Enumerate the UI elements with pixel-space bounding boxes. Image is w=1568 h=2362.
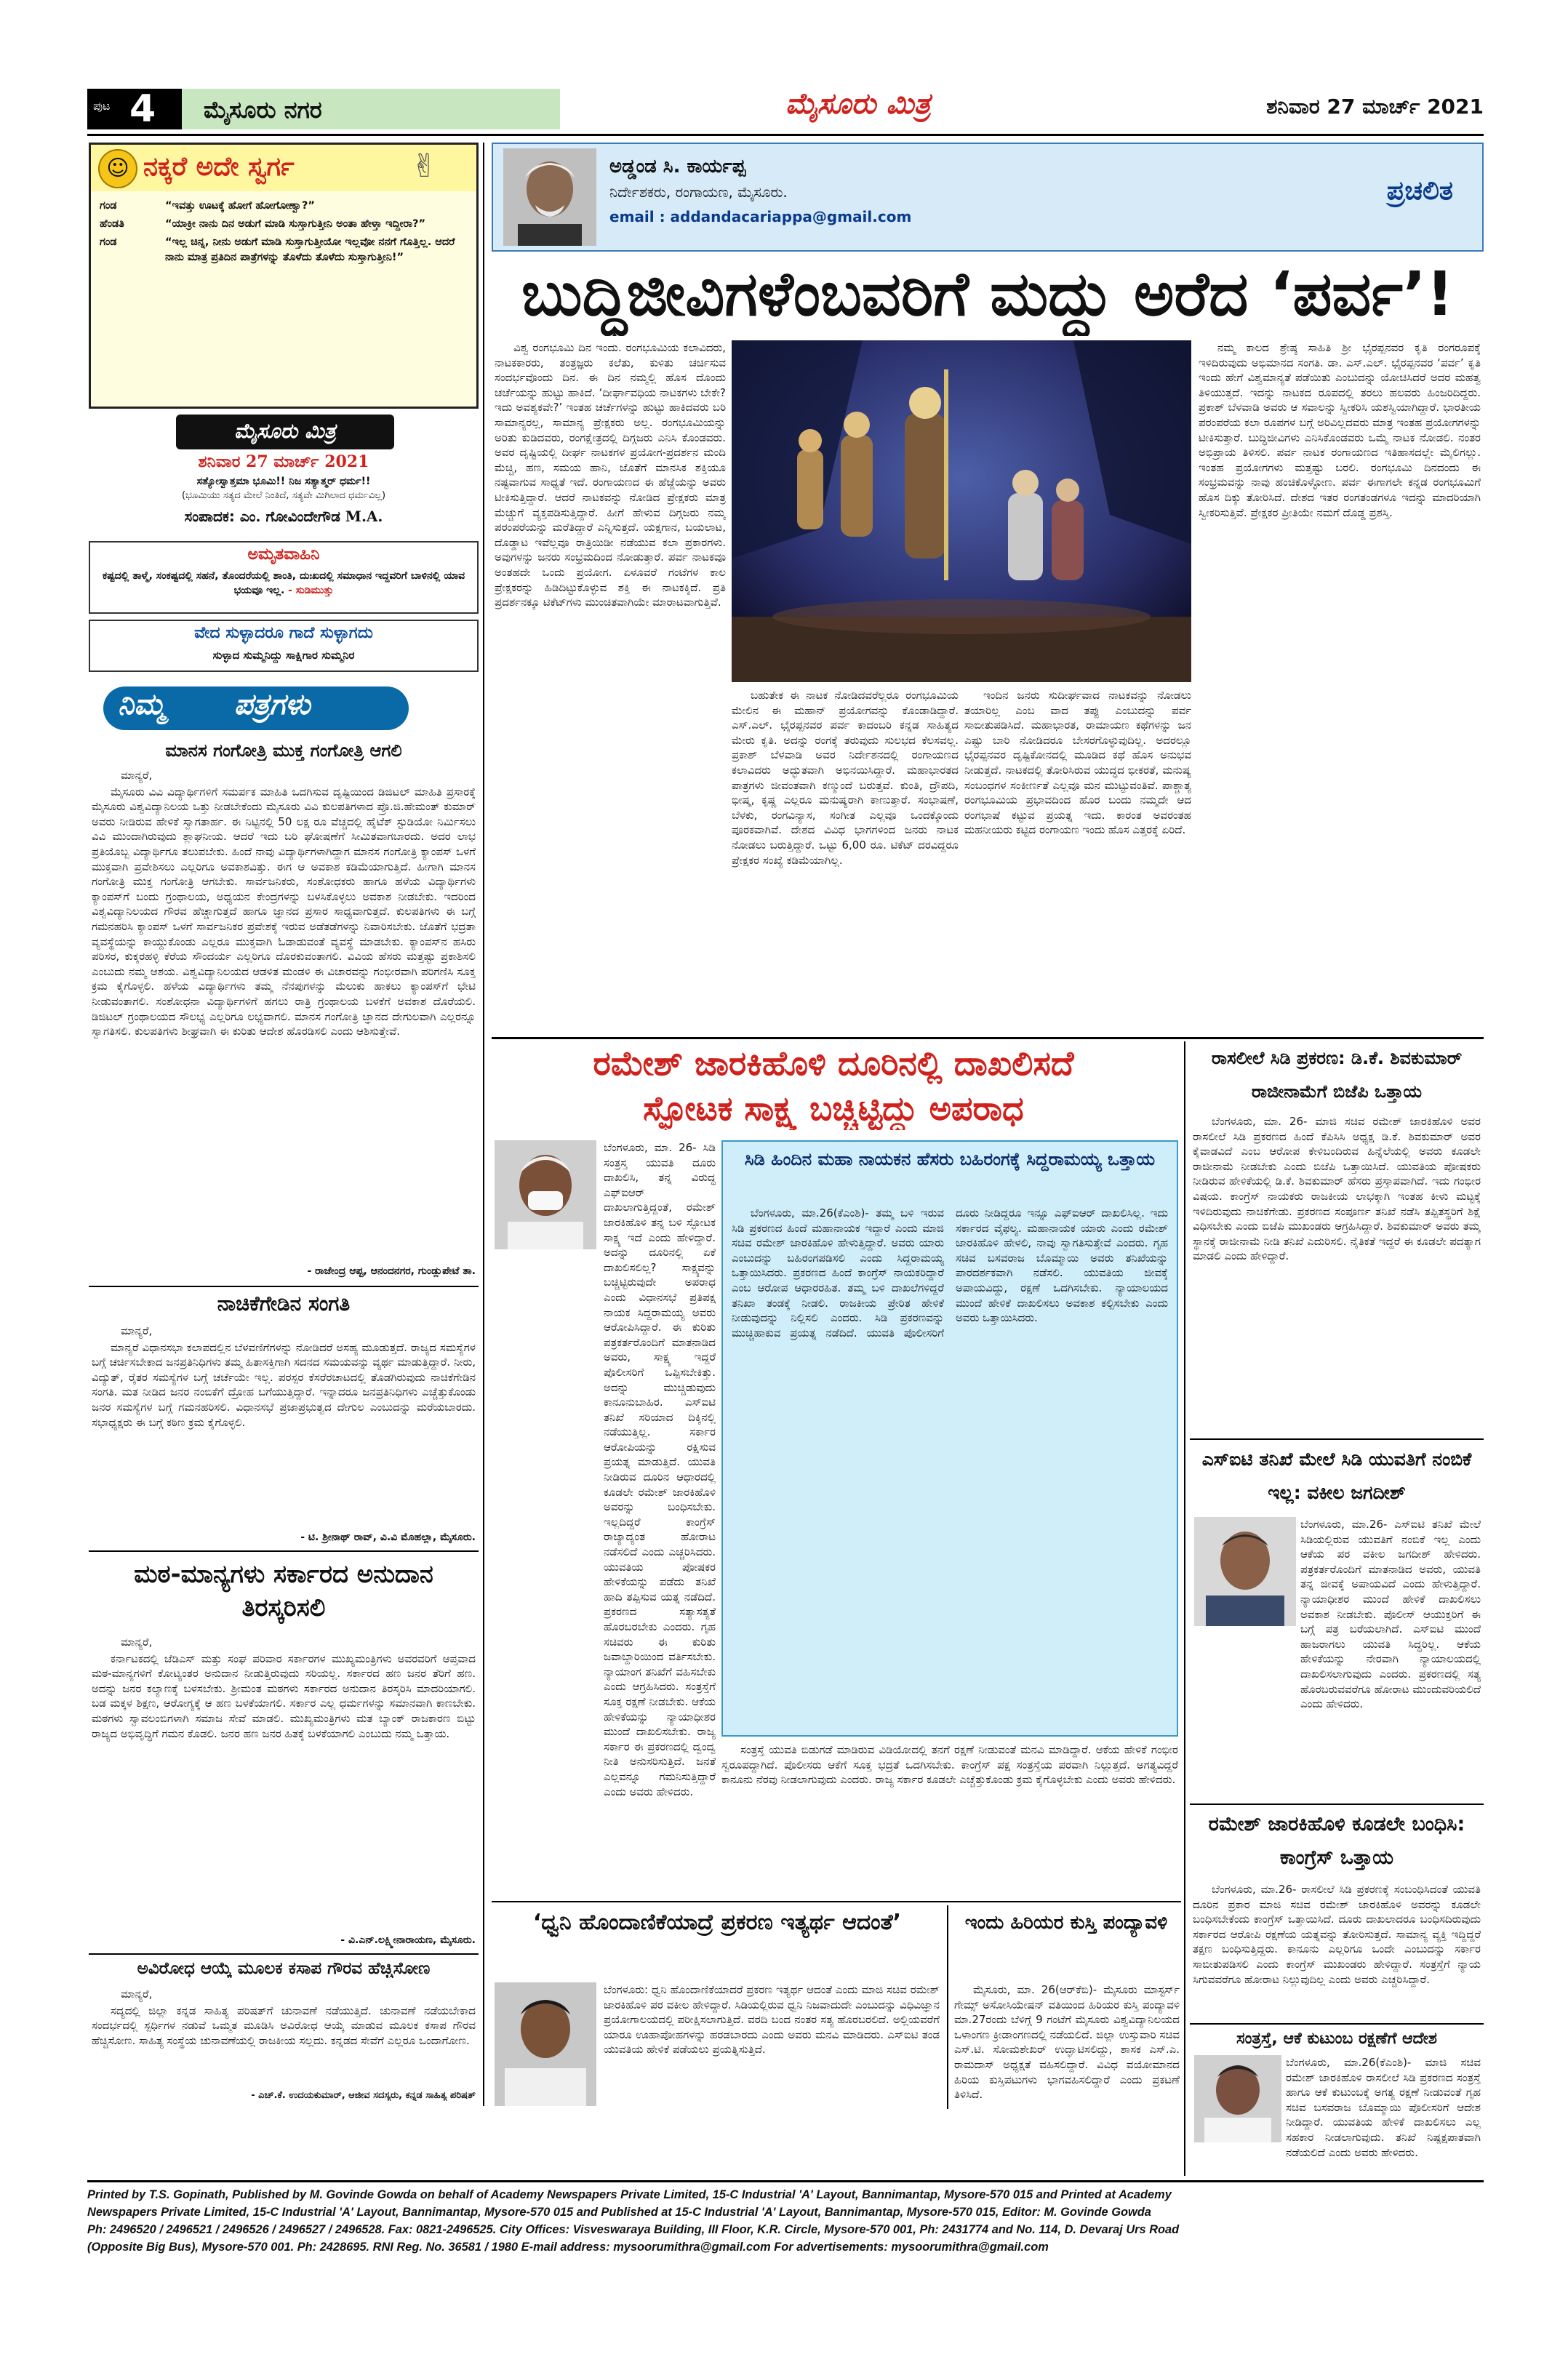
right-b1: ಬೆಂಗಳೂರು, ಮಾ. 26- ಮಾಜಿ ಸಚಿವ ರಮೇಶ್ ಜಾರಕಿಹೊಳಿ ಅವರ ರಾಸಲೀಲೆ ಸಿಡಿ ಪ್ರಕರಣದ ಹಿಂದೆ ಕೆಪಿಸಿಸಿ ಅಧ್ಯಕ್ಷ ಡಿ.ಕೆ. ಶಿವಕುಮಾರ್ ಅವರ ಕೈವಾಡವಿದೆ ಎಂಬ ಆರೋಪ ಕೇಳಿಬಂದಿರುವ ಹಿನ್ನೆಲೆಯಲ್ಲಿ ಅವರು ಕೂಡಲೇ ರಾಜೀನಾಮೆ ನೀಡಬೇಕು ಎಂದು ಬಿಜೆಪಿ ಒತ್ತಾಯಿಸಿದೆ. ಯುವತಿಯ ಪೋಷಕರು ನೀಡಿರುವ ಹೇಳಿಕೆಯಲ್ಲಿ ಡಿ.ಕೆ. ಶಿವಕುಮಾರ್ ಹೆಸರು ಪ್ರಸ್ತಾಪವಾಗಿದೆ. ಇದು ಗಂಭೀರ ವಿಷಯ. ಕಾಂಗ್ರೆಸ್ ನಾಯಕರು ರಾಜಕೀಯ ಲಾಭಕ್ಕಾಗಿ ಇಂತಹ ಕೀಳು ಮಟ್ಟಕ್ಕೆ ಇಳಿದಿರುವುದು ನಾಚಿಕೆಗೇಡು. ಪ್ರಕರಣದ ಸಂಪೂರ್ಣ ತನಿಖೆ ನಡೆಸಿ ತಪ್ಪಿತಸ್ಥರಿಗೆ ಶಿಕ್ಷೆ ವಿಧಿಸಬೇಕು ಎಂದು ಬಿಜೆಪಿ ಮುಖಂಡರು ಆಗ್ರಹಿಸಿದ್ದಾರೆ. ಶಿವಕುಮಾರ್ ಅವರು ತಮ್ಮ ಸ್ಥಾನಕ್ಕೆ ರಾಜೀನಾಮೆ ನೀಡಿ ತನಿಖೆ ಎದುರಿಸಲಿ. ನೈತಿಕತೆ ಇದ್ದರೆ ಈ ಕೂಡಲೇ ಪದತ್ಯಾಗ ಮಾಡಲಿ ಎಂದು ಹೇಳಿದ್ದಾರೆ. xyxy=(1193,1115,1481,1263)
imprint-line-3: Ph: 2496520 / 2496521 / 2496526 / 2496527 / 2496528. Fax: 0821-2496525. City Offices: Visveswaraya Building, III Floor, K.R. Circle, Mysore-570 001, Ph: 2431774 and No. 114, D. Devaraj Urs Road xyxy=(87,2223,1180,2236)
letter-1-title: ಮಾನಸ ಗಂಗೋತ್ರಿ ಮುಕ್ತ ಗಂಗೋತ್ರಿ ಆಗಲಿ xyxy=(165,740,402,761)
author-portrait-icon xyxy=(503,148,596,246)
humor-title: ನಕ್ಕರೆ ಅದೇ ಸ್ವರ್ಗ xyxy=(143,152,295,182)
lead-col-2: ಬಹುತೇಕ ಈ ನಾಟಕ ನೋಡಿದವರೆಲ್ಲರೂ ರಂಗಭೂಮಿಯ ಮೇಲಿನ ಈ ಮಹಾನ್ ಪ್ರಯೋಗವನ್ನು ಕೊಂಡಾಡಿದ್ದಾರೆ. ಎಸ್.ಎಲ್. ಭೈರಪ್ಪನವರ ಪರ್ವ ಕಾದಂಬರಿ ಕನ್ನಡ ಸಾಹಿತ್ಯದ ಮೇರು ಕೃತಿ. ಅದನ್ನು ರಂಗಕ್ಕೆ ತರುವುದು ಸುಲಭದ ಕೆಲಸವಲ್ಲ. ಪ್ರಕಾಶ್ ಬೆಳವಾಡಿ ಅವರ ನಿರ್ದೇಶನದಲ್ಲಿ ರಂಗಾಯಣದ ಕಲಾವಿದರು ಅದ್ಭುತವಾಗಿ ಅಭಿನಯಿಸಿದ್ದಾರೆ. ಮಹಾಭಾರತದ ಪಾತ್ರಗಳು ಜೀವಂತವಾಗಿ ಕಣ್ಮುಂದೆ ಬರುತ್ತವೆ. ಕುಂತಿ, ದ್ರೌಪದಿ, ಭೀಷ್ಮ, ಕೃಷ್ಣ ಎಲ್ಲರೂ ಮನುಷ್ಯರಾಗಿ ಕಾಣುತ್ತಾರೆ. ಸಂಭಾಷಣೆ, ಬೆಳಕು, ರಂಗವಿನ್ಯಾಸ, ಸಂಗೀತ ಎಲ್ಲವೂ ಒಂದಕ್ಕೊಂದು ಪೂರಕವಾಗಿವೆ. ದೇಶದ ವಿವಿಧ ಭಾಗಗಳಿಂದ ಜನರು ನಾಟಕ ನೋಡಲು ಬರುತ್ತಿದ್ದಾರೆ. ಒಟ್ಟು 6,00 ರೂ. ಟಿಕೆಟ್ ದರವಿದ್ದರೂ ಪ್ರೇಕ್ಷಕರ ಸಂಖ್ಯೆ ಕಡಿಮೆಯಾಗಿಲ್ಲ. xyxy=(732,689,959,867)
letter-2-sign: - ಟಿ. ಶ್ರೀನಾಥ್ ರಾವ್, ವಿ.ವಿ ಮೊಹಲ್ಲಾ, ಮೈಸೂರು. xyxy=(300,1532,476,1543)
figure-icon: ✌ xyxy=(411,148,438,185)
humor-line: ಹೆಂಡತಿ “ಯಾಕ್ರೀ ನಾನು ದಿನ ಅಡುಗೆ ಮಾಡಿ ಸುಸ್ತಾಗುತ್ತೀನಿ ಅಂತಾ ಹೇಳ್ತಾ ಇದ್ದೀರಾ?” xyxy=(100,218,426,230)
mitra-tagline-2: (ಭೂಮಿಯು ಸತ್ಯದ ಮೇಲೆ ನಿಂತಿದೆ, ಸತ್ಯವೇ ಮಿಗಿಲಾದ ಧರ್ಮವಿಲ್ಲ) xyxy=(181,490,386,501)
bottom-h5: ‘ಧ್ವನಿ ಹೊಂದಾಣಿಕೆಯಾದ್ರೆ ಪ್ರಕರಣ ಇತ್ಯರ್ಥ ಆದಂತೆ’ xyxy=(532,1910,902,1935)
letter-3-sign: - ವಿ.ಎನ್.ಲಕ್ಷ್ಮೀನಾರಾಯಣ, ಮೈಸೂರು. xyxy=(340,1934,476,1946)
author-role: ನಿರ್ದೇಶಕರು, ರಂಗಾಯಣ, ಮೈಸೂರು. xyxy=(609,183,788,201)
letter-2-body: ಮಾನ್ಯರೆ, ಮಾನ್ಯರೆ ವಿಧಾನಸಭಾ ಕಲಾಪದಲ್ಲಿನ ಬೆಳವಣಿಗೆಗಳನ್ನು ನೋಡಿದರೆ ಅಸಹ್ಯ ಮೂಡುತ್ತದೆ. ರಾಜ್ಯದ ಸಮಸ್ಯೆಗಳ ಬಗ್ಗೆ ಚರ್ಚಿಸಬೇಕಾದ ಜನಪ್ರತಿನಿಧಿಗಳು ತಮ್ಮ ಹಿತಾಸಕ್ತಿಗಾಗಿ ಸದನದ ಸಮಯವನ್ನು ವ್ಯರ್ಥ ಮಾಡುತ್ತಿದ್ದಾರೆ. ನೀರು, ವಿದ್ಯುತ್, ರೈತರ ಸಮಸ್ಯೆಗಳ ಬಗ್ಗೆ ಚರ್ಚೆಯೇ ಇಲ್ಲ. ಪರಸ್ಪರ ಕೆಸರೆರಚಾಟದಲ್ಲಿ ತೊಡಗಿರುವುದು ನಾಚಿಕೆಗೇಡಿನ ಸಂಗತಿ. ಮತ ನೀಡಿದ ಜನರ ನಂಬಿಕೆಗೆ ದ್ರೋಹ ಬಗೆಯುತ್ತಿದ್ದಾರೆ. ಇನ್ನಾದರೂ ಜನಪ್ರತಿನಿಧಿಗಳು ಎಚ್ಚೆತ್ತುಕೊಂಡು ಜನರ ಸಮಸ್ಯೆಗಳ ಬಗ್ಗೆ ಗಮನಹರಿಸಲಿ. ವಿಧಾನಸಭೆ ಪ್ರಜಾಪ್ರಭುತ್ವದ ದೇಗುಲ ಎಂಬುದನ್ನು ಮರೆಯಬಾರದು. ಸಭಾಧ್ಯಕ್ಷರು ಈ ಬಗ್ಗೆ ಕಠಿಣ ಕ್ರಮ ಕೈಗೊಳ್ಳಲಿ. xyxy=(92,1324,476,1429)
mitra-editor: ಸಂಪಾದಕ: ಎಂ. ಗೋವಿಂದೇಗೌಡ M.A. xyxy=(184,508,383,525)
author-name: ಅಡ್ಡಂಡ ಸಿ. ಕಾರ್ಯಪ್ಪ xyxy=(609,156,746,177)
page-number: 4 xyxy=(129,89,156,129)
bottom-b5: ಬೆಂಗಳೂರು: ಧ್ವನಿ ಹೊಂದಾಣಿಕೆಯಾದರೆ ಪ್ರಕರಣ ಇತ್ಯರ್ಥ ಆದಂತೆ ಎಂದು ಮಾಜಿ ಸಚಿವ ರಮೇಶ್ ಜಾರಕಿಹೊಳಿ ಪರ ವಕೀಲ ಹೇಳಿದ್ದಾರೆ. ಸಿಡಿಯಲ್ಲಿರುವ ಧ್ವನಿ ನಿಜವಾದುದೇ ಎಂಬುದನ್ನು ವಿಧಿವಿಜ್ಞಾನ ಪ್ರಯೋಗಾಲಯದಲ್ಲಿ ಪರೀಕ್ಷಿಸಲಾಗುತ್ತಿದೆ. ವರದಿ ಬಂದ ನಂತರ ಸತ್ಯ ಹೊರಬರಲಿದೆ. ಅಲ್ಲಿಯವರೆಗೆ ಯಾರೂ ಊಹಾಪೋಹಗಳನ್ನು ಹರಡಬಾರದು ಎಂದು ಅವರು ಮನವಿ ಮಾಡಿದರು. ಎಸ್‌ಐಟಿ ತಂಡ ಯುವತಿಯ ಹೇಳಿಕೆ ಪಡೆಯಲು ಪ್ರಯತ್ನಿಸುತ್ತಿದೆ. xyxy=(604,1983,940,2057)
story2-col-right: ಸಂತ್ರಸ್ತೆ ಯುವತಿ ಬಿಡುಗಡೆ ಮಾಡಿರುವ ವಿಡಿಯೋದಲ್ಲಿ ತನಗೆ ರಕ್ಷಣೆ ನೀಡುವಂತೆ ಮನವಿ ಮಾಡಿದ್ದಾರೆ. ಆಕೆಯ ಹೇಳಿಕೆ ಗಂಭೀರ ಸ್ವರೂಪದ್ದಾಗಿದೆ. ಪೊಲೀಸರು ಆಕೆಗೆ ಸೂಕ್ತ ಭದ್ರತೆ ಒದಗಿಸಬೇಕು. ಕಾಂಗ್ರೆಸ್ ಪಕ್ಷ ಸಂತ್ರಸ್ತೆಯ ಪರವಾಗಿ ನಿಲ್ಲುತ್ತದೆ. ಅಗತ್ಯವಿದ್ದರೆ ಕಾನೂನು ನೆರವು ನೀಡಲಾಗುವುದು ಎಂದರು. ರಾಜ್ಯ ಸರ್ಕಾರ ಕೂಡಲೇ ಎಚ್ಚೆತ್ತುಕೊಂಡು ಕ್ರಮ ಕೈಗೊಳ್ಳಬೇಕು ಎಂದು ಅವರು ಹೇಳಿದರು. xyxy=(721,1743,1178,1787)
right-h4: ಸಂತ್ರಸ್ತೆ, ಆಕೆ ಕುಟುಂಬ ರಕ್ಷಣೆಗೆ ಆದೇಶ xyxy=(1236,2030,1437,2048)
letter-4-title: ಅವಿರೋಧ ಆಯ್ಕೆ ಮೂಲಕ ಕಸಾಪ ಗೌರವ ಹೆಚ್ಚಿಸೋಣ xyxy=(137,1959,431,1978)
sidebox-body: ಬೆಂಗಳೂರು, ಮಾ.26(ಕೆಎಂಶಿ)- ತಮ್ಮ ಬಳಿ ಇರುವ ಸಿಡಿ ಪ್ರಕರಣದ ಹಿಂದೆ ಮಹಾನಾಯಕ ಇದ್ದಾರೆ ಎಂದು ಮಾಜಿ ಸಚಿವ ರಮೇಶ್ ಜಾರಕಿಹೊಳಿ ಹೇಳುತ್ತಿದ್ದಾರೆ. ಅವರು ಯಾರು ಎಂಬುದನ್ನು ಬಹಿರಂಗಪಡಿಸಲಿ ಎಂದು ಸಿದ್ದರಾಮಯ್ಯ ಒತ್ತಾಯಿಸಿದರು. ಪ್ರಕರಣದ ಹಿಂದೆ ಕಾಂಗ್ರೆಸ್ ನಾಯಕರಿದ್ದಾರೆ ಎಂಬ ಆರೋಪ ಆಧಾರರಹಿತ. ತಮ್ಮ ಬಳಿ ದಾಖಲೆಗಳಿದ್ದರೆ ತನಿಖಾ ತಂಡಕ್ಕೆ ನೀಡಲಿ. ರಾಜಕೀಯ ಪ್ರೇರಿತ ಹೇಳಿಕೆ ನೀಡುವುದನ್ನು ನಿಲ್ಲಿಸಲಿ ಎಂದರು. ಸಿಡಿ ಪ್ರಕರಣವನ್ನು ಮುಚ್ಚಿಹಾಕುವ ಪ್ರಯತ್ನ ನಡೆದಿದೆ. ಯುವತಿ ಪೊಲೀಸರಿಗೆ ದೂರು ನೀಡಿದ್ದರೂ ಇನ್ನೂ ಎಫ್‌ಐಆರ್ ದಾಖಲಿಸಿಲ್ಲ. ಇದು ಸರ್ಕಾರದ ವೈಫಲ್ಯ. ಮಹಾನಾಯಕ ಯಾರು ಎಂದು ರಮೇಶ್ ಜಾರಕಿಹೊಳಿ ಹೇಳಲಿ, ನಾವು ಸ್ವಾಗತಿಸುತ್ತೇವೆ ಎಂದರು. ಗೃಹ ಸಚಿವ ಬಸವರಾಜ ಬೊಮ್ಮಾಯಿ ಅವರು ತನಿಖೆಯನ್ನು ಪಾರದರ್ಶಕವಾಗಿ ನಡೆಸಲಿ. ಯುವತಿಯ ಜೀವಕ್ಕೆ ಅಪಾಯವಿದ್ದು, ರಕ್ಷಣೆ ಒದಗಿಸಬೇಕು. ನ್ಯಾಯಾಲಯದ ಮುಂದೆ ಹೇಳಿಕೆ ದಾಖಲಿಸಲು ಅವಕಾಶ ಕಲ್ಪಿಸಬೇಕು ಎಂದು ಅವರು ಒತ್ತಾಯಿಸಿದರು. xyxy=(732,1206,1168,1340)
masthead xyxy=(87,86,1484,132)
right-b3: ಬೆಂಗಳೂರು, ಮಾ.26- ರಾಸಲೀಲೆ ಸಿಡಿ ಪ್ರಕರಣಕ್ಕೆ ಸಂಬಂಧಿಸಿದಂತೆ ಯುವತಿ ದೂರಿನ ಪ್ರಕಾರ ಮಾಜಿ ಸಚಿವ ರಮೇಶ್ ಜಾರಕಿಹೊಳಿ ಅವರನ್ನು ಕೂಡಲೇ ಬಂಧಿಸಬೇಕೆಂದು ಕಾಂಗ್ರೆಸ್ ಒತ್ತಾಯಿಸಿದೆ. ದೂರು ದಾಖಲಾದರೂ ಬಂಧಿಸದಿರುವುದು ಸರ್ಕಾರದ ಆರೋಪಿ ರಕ್ಷಣೆಯ ಯತ್ನವನ್ನು ತೋರಿಸುತ್ತದೆ. ಸಾಮಾನ್ಯ ವ್ಯಕ್ತಿ ಇದ್ದಿದ್ದರೆ ತಕ್ಷಣ ಬಂಧಿಸುತ್ತಿದ್ದರು. ಕಾನೂನು ಎಲ್ಲರಿಗೂ ಒಂದೇ ಎಂಬುದನ್ನು ಸರ್ಕಾರ ಸಾಬೀತುಪಡಿಸಲಿ ಎಂದು ಕಾಂಗ್ರೆಸ್ ಮುಖಂಡರು ಹೇಳಿದ್ದಾರೆ. ಸಂತ್ರಸ್ತೆಗೆ ನ್ಯಾಯ ಸಿಗುವವರೆಗೂ ಹೋರಾಟ ನಿಲ್ಲುವುದಿಲ್ಲ ಎಂದು ಅವರು ಎಚ್ಚರಿಸಿದ್ದಾರೆ. xyxy=(1193,1883,1481,1986)
letter-4-body: ಮಾನ್ಯರೆ, ಸದ್ಯದಲ್ಲಿ ಜಿಲ್ಲಾ ಕನ್ನಡ ಸಾಹಿತ್ಯ ಪರಿಷತ್‌ಗೆ ಚುನಾವಣೆ ನಡೆಯುತ್ತಿದೆ. ಚುನಾವಣೆ ನಡೆಯಬೇಕಾದ ಸಂದರ್ಭದಲ್ಲಿ ಸ್ಪರ್ಧಿಗಳ ನಡುವೆ ಒಮ್ಮತ ಮೂಡಿಸಿ ಅವಿರೋಧ ಆಯ್ಕೆ ಮಾಡುವ ಮೂಲಕ ಕಸಾಪ ಗೌರವ ಹೆಚ್ಚಿಸೋಣ. ಸಾಹಿತ್ಯ ಸಂಸ್ಥೆಯ ಚುನಾವಣೆಯಲ್ಲಿ ರಾಜಕೀಯ ಸಲ್ಲದು. ಕನ್ನಡದ ಸೇವೆಗೆ ಎಲ್ಲರೂ ಒಂದಾಗೋಣ. xyxy=(92,1987,476,2047)
story2-headline-2: ಸ್ಫೋಟಕ ಸಾಕ್ಷ್ಯ ಬಚ್ಚಿಟ್ಟಿದ್ದು ಅಪರಾಧ xyxy=(643,1089,1024,1128)
humor-box xyxy=(89,143,479,409)
laugh-icon: ☺ xyxy=(98,149,137,188)
letter-2-title: ನಾಚಿಕೆಗೇಡಿನ ಸಂಗತಿ xyxy=(217,1292,351,1316)
letter-1-sign: - ರಾಜೇಂದ್ರ ಆಪ್ಟ, ಆನಂದನಗರ, ಗುಂಡ್ಲುಪೇಟೆ ತಾ. xyxy=(307,1265,476,1277)
imprint-line-2: Newspapers Private Limited, 15-C Industrial 'A' Layout, Bannimantap, Mysore-570 015 and Published at 15-C Industrial 'A' Layout, Bannimantap, Mysore-570 015, Editor: M. Govinde Gowda xyxy=(87,2206,1151,2219)
column-tag: ಪ್ರಚಲಿತ xyxy=(1386,176,1453,206)
page-label: ಪುಟ xyxy=(93,99,111,113)
section-title: ಮೈಸೂರು ನಗರ xyxy=(204,96,322,124)
mitra-logo-bar xyxy=(176,415,394,449)
amrutha-box xyxy=(89,541,479,614)
amrutha-title: ಅಮೃತವಾಹಿನಿ xyxy=(247,545,320,564)
imprint-rule xyxy=(87,2180,1484,2182)
story2-col-1: ಬೆಂಗಳೂರು, ಮಾ. 26- ಸಿಡಿ ಸಂತ್ರಸ್ತ ಯುವತಿ ದೂರು ದಾಖಲಿಸಿ, ತನ್ನ ವಿರುದ್ಧ ಎಫ್‌ಐಆರ್ ದಾಖಲಾಗುತ್ತಿದ್ದಂತೆ, ರಮೇಶ್ ಜಾರಕಿಹೊಳಿ ತನ್ನ ಬಳಿ ಸ್ಫೋಟಕ ಸಾಕ್ಷ್ಯ ಇದೆ ಎಂದು ಹೇಳಿದ್ದಾರೆ. ಅದನ್ನು ದೂರಿನಲ್ಲಿ ಏಕೆ ದಾಖಲಿಸಲಿಲ್ಲ? ಸಾಕ್ಷ್ಯವನ್ನು ಬಚ್ಚಿಟ್ಟಿರುವುದೇ ಅಪರಾಧ ಎಂದು ವಿಧಾನಸಭೆ ಪ್ರತಿಪಕ್ಷ ನಾಯಕ ಸಿದ್ದರಾಮಯ್ಯ ಅವರು ಆರೋಪಿಸಿದ್ದಾರೆ. ಈ ಕುರಿತು ಪತ್ರಕರ್ತರೊಂದಿಗೆ ಮಾತನಾಡಿದ ಅವರು, ಸಾಕ್ಷ್ಯ ಇದ್ದರೆ ಪೊಲೀಸರಿಗೆ ಒಪ್ಪಿಸಬೇಕಿತ್ತು. ಅದನ್ನು ಮುಚ್ಚಿಡುವುದು ಕಾನೂನುಬಾಹಿರ. ಎಸ್‌ಐಟಿ ತನಿಖೆ ಸರಿಯಾದ ದಿಕ್ಕಿನಲ್ಲಿ ನಡೆಯುತ್ತಿಲ್ಲ. ಸರ್ಕಾರ ಆರೋಪಿಯನ್ನು ರಕ್ಷಿಸುವ ಪ್ರಯತ್ನ ಮಾಡುತ್ತಿದೆ. ಯುವತಿ ನೀಡಿರುವ ದೂರಿನ ಆಧಾರದಲ್ಲಿ ಕೂಡಲೇ ರಮೇಶ್ ಜಾರಕಿಹೊಳಿ ಅವರನ್ನು ಬಂಧಿಸಬೇಕು. ಇಲ್ಲದಿದ್ದರೆ ಕಾಂಗ್ರೆಸ್ ರಾಜ್ಯಾದ್ಯಂತ ಹೋರಾಟ ನಡೆಸಲಿದೆ ಎಂದು ಎಚ್ಚರಿಸಿದರು. ಯುವತಿಯ ಪೋಷಕರ ಹೇಳಿಕೆಯನ್ನು ಪಡೆದು ತನಿಖೆ ಹಾದಿ ತಪ್ಪಿಸುವ ಯತ್ನ ನಡೆದಿದೆ. ಪ್ರಕರಣದ ಸತ್ಯಾಸತ್ಯತೆ ಹೊರಬರಬೇಕು ಎಂದರು. ಗೃಹ ಸಚಿವರು ಈ ಕುರಿತು ಜವಾಬ್ದಾರಿಯಿಂದ ವರ್ತಿಸಬೇಕು. ನ್ಯಾಯಾಂಗ ತನಿಖೆಗೆ ವಹಿಸಬೇಕು ಎಂದು ಆಗ್ರಹಿಸಿದರು. ಸಂತ್ರಸ್ತೆಗೆ ಸೂಕ್ತ ರಕ್ಷಣೆ ನೀಡಬೇಕು. ಆಕೆಯ ಹೇಳಿಕೆಯನ್ನು ನ್ಯಾಯಾಧೀಶರ ಮುಂದೆ ದಾಖಲಿಸಬೇಕು. ರಾಜ್ಯ ಸರ್ಕಾರ ಈ ಪ್ರಕರಣದಲ್ಲಿ ದ್ವಂದ್ವ ನೀತಿ ಅನುಸರಿಸುತ್ತಿದೆ. ಜನತೆ ಎಲ್ಲವನ್ನೂ ಗಮನಿಸುತ್ತಿದ್ದಾರೆ ಎಂದು ಅವರು ಹೇಳಿದರು. xyxy=(604,1141,716,1798)
mitra-box xyxy=(89,412,479,535)
imprint-line-4: (Opposite Big Bus), Mysore-570 001. Ph: 2428695. RNI Reg. No. 36581 / 1980 E-mail address: mysoorumithra@gmail.com For advertisements: mysoorumithra@gmail.com xyxy=(87,2241,1049,2254)
humor-line: ಗಂಡ “ಇವತ್ತು ಊಟಕ್ಕೆ ಹೋಗೆ ಹೋಗೋಣ್ವಾ?” xyxy=(100,200,315,212)
letter-3-title-box xyxy=(89,1556,479,1629)
lead-col-4: ನಮ್ಮ ಕಾಲದ ಶ್ರೇಷ್ಠ ಸಾಹಿತಿ ಶ್ರೀ ಭೈರಪ್ಪನವರ ಕೃತಿ ರಂಗರೂಪಕ್ಕೆ ಇಳಿದಿರುವುದು ಅಭಿಮಾನದ ಸಂಗತಿ. ಡಾ. ಎಸ್.ಎಲ್. ಭೈರಪ್ಪನವರ ‘ಪರ್ವ’ ಕೃತಿ ಇಂದು ಹೇಗೆ ವಿಶ್ವಮಾನ್ಯತೆ ಪಡೆಯಿತು ಎಂಬುದನ್ನು ಯೋಚಿಸಿದರೆ ಅದರ ಮಹತ್ವ ತಿಳಿಯುತ್ತದೆ. ಇದನ್ನು ನಾಟಕದ ರೂಪದಲ್ಲಿ ತರಲು ಹಲವರು ಹಿಂಜರಿದಿದ್ದರು. ಪ್ರಕಾಶ್ ಬೆಳವಾಡಿ ಅವರು ಆ ಸವಾಲನ್ನು ಸ್ವೀಕರಿಸಿ ಯಶಸ್ವಿಯಾಗಿದ್ದಾರೆ. ಭಾರತೀಯ ಪರಂಪರೆಯ ಕಲಾ ರೂಪಗಳ ಬಗ್ಗೆ ಅರಿವಿಲ್ಲದವರು ಮಾತ್ರ ಇಂತಹ ಪ್ರಯೋಗಗಳನ್ನು ಟೀಕಿಸುತ್ತಾರೆ. ಬುದ್ಧಿಜೀವಿಗಳು ಎನಿಸಿಕೊಂಡವರು ಒಮ್ಮೆ ನಾಟಕ ನೋಡಲಿ. ನಂತರ ಅಭಿಪ್ರಾಯ ತಿಳಿಸಲಿ. ಪರ್ವ ನಾಟಕ ರಂಗಾಯಣದ ಇತಿಹಾಸದಲ್ಲೇ ಮೈಲಿಗಲ್ಲು. ಇಂತಹ ಪ್ರಯೋಗಗಳು ಮತ್ತಷ್ಟು ಬರಲಿ. ರಂಗಭೂಮಿ ದಿನದಂದು ಈ ಸಂಭ್ರಮವನ್ನು ನಾವು ಹಂಚಿಕೊಳ್ಳೋಣ. ಪರ್ವ ಈಗಾಗಲೇ ಕನ್ನಡ ರಂಗಭೂಮಿಗೆ ಹೊಸ ದಿಕ್ಕು ತೋರಿಸಿದೆ. ದೇಶದ ಇತರ ರಂಗತಂಡಗಳೂ ಇದನ್ನು ಮಾದರಿಯಾಗಿ ಸ್ವೀಕರಿಸುತ್ತಿವೆ. ಪ್ರೇಕ್ಷಕರ ಪ್ರೀತಿಯೇ ನಮಗೆ ದೊಡ್ಡ ಪ್ರಶಸ್ತಿ. xyxy=(1199,341,1481,519)
veda-text: ಸುಳ್ಳಾದ ಸುಮ್ಮನಿದ್ದು ಸಾಕ್ಷಿಗಾರ ಸುಮ್ಮನಿರ xyxy=(212,649,355,662)
veda-title: ವೇದ ಸುಳ್ಳಾದರೂ ಗಾದೆ ಸುಳ್ಳಾಗದು xyxy=(194,624,373,642)
right-h2: ಎಸ್‌ಐಟಿ ತನಿಖೆ ಮೇಲೆ ಸಿಡಿ ಯುವತಿಗೆ ನಂಬಿಕೆ ಇಲ್ಲ: ವಕೀಲ ಜಗದೀಶ್ xyxy=(1201,1449,1472,1503)
right-h3: ರಮೇಶ್ ಜಾರಕಿಹೊಳಿ ಕೂಡಲೇ ಬಂಧಿಸಿ: ಕಾಂಗ್ರೆಸ್ ಒತ್ತಾಯ xyxy=(1208,1813,1465,1869)
author-photo xyxy=(503,148,596,246)
sidebox-title: ಸಿಡಿ ಹಿಂದಿನ ಮಹಾ ನಾಯಕನ ಹೆಸರು ಬಹಿರಂಗಕ್ಕೆ ಸಿದ್ದರಾಮಯ್ಯ ಒತ್ತಾಯ xyxy=(744,1149,1156,1169)
column-header xyxy=(492,143,1484,252)
imprint xyxy=(87,2186,1484,2259)
mitra-date: ಶನಿವಾರ 27 ಮಾರ್ಚ್ 2021 xyxy=(198,452,369,471)
masthead-date: ಶನಿವಾರ 27 ಮಾರ್ಚ್ 2021 xyxy=(1266,95,1484,119)
bottom-h6: ಇಂದು ಹಿರಿಯರ ಕುಸ್ತಿ ಪಂದ್ಯಾವಳಿ xyxy=(964,1912,1168,1934)
letter-4-sign: - ಎಚ್.ಕೆ. ಉದಯಕುಮಾರ್, ಆಜೀವ ಸದಸ್ಯರು, ಕನ್ನಡ ಸಾಹಿತ್ಯ ಪರಿಷತ್ xyxy=(251,2090,476,2101)
bottom-b6: ಮೈಸೂರು, ಮಾ. 26(ಆರ್‌ಕೆಬಿ)- ಮೈಸೂರು ಮಾಸ್ಟರ್ಸ್ ಗೇಮ್ಸ್ ಅಸೋಸಿಯೇಷನ್ ವತಿಯಿಂದ ಹಿರಿಯರ ಕುಸ್ತಿ ಪಂದ್ಯಾವಳಿ ಮಾ.27ರಂದು ಬೆಳಿಗ್ಗೆ 9 ಗಂಟೆಗೆ ಮೈಸೂರು ವಿಶ್ವವಿದ್ಯಾನಿಲಯದ ಒಳಾಂಗಣ ಕ್ರೀಡಾಂಗಣದಲ್ಲಿ ನಡೆಯಲಿದೆ. ಜಿಲ್ಲಾ ಉಸ್ತುವಾರಿ ಸಚಿವ ಎಸ್.ಟಿ. ಸೋಮಶೇಖರ್ ಉದ್ಘಾಟಿಸಲಿದ್ದು, ಶಾಸಕ ಎಸ್.ಎ. ರಾಮದಾಸ್ ಅಧ್ಯಕ್ಷತೆ ವಹಿಸಲಿದ್ದಾರೆ. ವಿವಿಧ ವಯೋಮಾನದ ಹಿರಿಯ ಕುಸ್ತಿಪಟುಗಳು ಭಾಗವಹಿಸಲಿದ್ದಾರೆ ಎಂದು ಪ್ರಕಟಣೆ ತಿಳಿಸಿದೆ. xyxy=(954,1983,1180,2102)
masthead-rule xyxy=(87,134,1484,136)
letters-header xyxy=(89,684,479,736)
right-b2: ಬೆಂಗಳೂರು, ಮಾ.26- ಎಸ್‌ಐಟಿ ತನಿಖೆ ಮೇಲೆ ಸಿಡಿಯಲ್ಲಿರುವ ಯುವತಿಗೆ ನಂಬಿಕೆ ಇಲ್ಲ ಎಂದು ಆಕೆಯ ಪರ ವಕೀಲ ಜಗದೀಶ್ ಹೇಳಿದರು. ಪತ್ರಕರ್ತರೊಂದಿಗೆ ಮಾತನಾಡಿದ ಅವರು, ಯುವತಿ ತನ್ನ ಜೀವಕ್ಕೆ ಅಪಾಯವಿದೆ ಎಂದು ಹೇಳುತ್ತಿದ್ದಾರೆ. ನ್ಯಾಯಾಧೀಶರ ಮುಂದೆ ಹೇಳಿಕೆ ದಾಖಲಿಸಲು ಅವಕಾಶ ನೀಡಬೇಕು. ಪೊಲೀಸ್ ಆಯುಕ್ತರಿಗೆ ಈ ಬಗ್ಗೆ ಪತ್ರ ಬರೆಯಲಾಗಿದೆ. ಎಸ್‌ಐಟಿ ಮುಂದೆ ಹಾಜರಾಗಲು ಯುವತಿ ಸಿದ್ಧರಿಲ್ಲ. ಆಕೆಯ ಹೇಳಿಕೆಯನ್ನು ನೇರವಾಗಿ ನ್ಯಾಯಾಲಯದಲ್ಲಿ ದಾಖಲಿಸಲಾಗುವುದು ಎಂದರು. ಪ್ರಕರಣದಲ್ಲಿ ಸತ್ಯ ಹೊರಬರುವವರೆಗೂ ಹೋರಾಟ ಮುಂದುವರಿಯಲಿದೆ ಎಂದು ಹೇಳಿದರು. xyxy=(1300,1518,1481,1711)
mitra-tagline: ಸತ್ಯೋಸ್ವಾತ್ತಮಾ ಭೂಮಿ!! ನಿಜ ಸತ್ಯಾತ್ಮರ್ ಧರ್ಮ!! xyxy=(196,476,371,487)
story2-headline-1: ರಮೇಶ್ ಜಾರಕಿಹೊಳಿ ದೂರಿನಲ್ಲಿ ದಾಖಲಿಸದೆ xyxy=(593,1044,1074,1083)
lead-col-1: ವಿಶ್ವ ರಂಗಭೂಮಿ ದಿನ ಇಂದು. ರಂಗಭೂಮಿಯ ಕಲಾವಿದರು, ನಾಟಕಕಾರರು, ತಂತ್ರಜ್ಞರು ಕಲೆತು, ಕುಳಿತು ಚರ್ಚಿಸುವ ಸಂದರ್ಭವೊಂದು ದಿನ. ಈ ದಿನ ನಮ್ಮಲ್ಲಿ ಹೊಸ ದೊಂದು ಚರ್ಚೆಯನ್ನು ಹುಟ್ಟು ಹಾಕಿದೆ. ‘ದೀರ್ಘಾವಧಿಯ ನಾಟಕಗಳು ಬೇಕೇ? ಇದು ಅವಶ್ಯಕವೇ?’ ಇಂತಹ ಚರ್ಚೆಗಳನ್ನು ಹುಟ್ಟು ಹಾಕಿದವರು ಬರಿ ಸಾಮಾನ್ಯರಲ್ಲ, ಸಾಮಾನ್ಯ ಪ್ರೇಕ್ಷಕರು ಅಲ್ಲ. ರಂಗಭೂಮಿಯನ್ನು ಅರಿತು ಕುಡಿದವರು, ರಂಗಕ್ಷೇತ್ರದಲ್ಲಿ ದಿಗ್ಗಜರು ಎನಿಸಿ ಕೊಂಡವರು. ಅವರ ದೃಷ್ಟಿಯಲ್ಲಿ ದೀರ್ಘ ನಾಟಕಗಳ ಪ್ರಯೋಗ-ಪ್ರದರ್ಶನ ಮಂದಿ ಮೆಚ್ಚಿ, ಹಣ, ಸಮಯ ಹಾನಿ, ಜೊತೆಗೆ ಮಾನಸಿಕ ಶಕ್ತಿಯೂ ನಷ್ಟವಾಗುವ ಸಾಧ್ಯತೆ ಇದೆ. ರಂಗಾಯಣದ ಈ ಹೆಜ್ಜೆಯನ್ನು ಅವರು ಟೀಕಿಸುತ್ತಿದ್ದಾರೆ. ಆದರೆ ನಾಟಕವನ್ನು ನೋಡಿದ ಪ್ರೇಕ್ಷಕರು ಮಾತ್ರ ಮೆಚ್ಚುಗೆ ವ್ಯಕ್ತಪಡಿಸುತ್ತಿದ್ದಾರೆ. ಹೀಗೆ ಹೇಳುವ ದಿಗ್ಗಜರು ನಮ್ಮ ಪರಂಪರೆಯನ್ನು ಮರೆತಿದ್ದಾರೆ ಎನ್ನಿಸುತ್ತದೆ. ಯಕ್ಷಗಾನ, ಬಯಲಾಟ, ದೊಡ್ಡಾಟ ಇವೆಲ್ಲವೂ ರಾತ್ರಿಯಿಡೀ ನಡೆಯುವ ಕಲಾ ಪ್ರಕಾರಗಳು. ಅವುಗಳನ್ನು ಜನರು ಸಂಭ್ರಮದಿಂದ ನೋಡುತ್ತಾರೆ. ಪರ್ವ ನಾಟಕವೂ ಅಂತಹದೇ ಒಂದು ಪ್ರಯೋಗ. ಏಳೂವರೆ ಗಂಟೆಗಳ ಕಾಲ ಪ್ರೇಕ್ಷಕರನ್ನು ಹಿಡಿದಿಟ್ಟುಕೊಳ್ಳುವ ಶಕ್ತಿ ಈ ನಾಟಕಕ್ಕಿದೆ. ಪ್ರತಿ ಪ್ರದರ್ಶನಕ್ಕೂ ಟಿಕೆಟ್‌ಗಳು ಮುಂಚಿತವಾಗಿಯೇ ಮಾರಾಟವಾಗುತ್ತಿವೆ. xyxy=(495,341,726,609)
amrutha-text: ಕಷ್ಟದಲ್ಲಿ ತಾಳ್ಮೆ, ಸಂಕಷ್ಟದಲ್ಲಿ ಸಹನೆ, ತೊಂದರೆಯಲ್ಲಿ ಶಾಂತಿ, ದುಃಖದಲ್ಲಿ ಸಮಾಧಾನ ಇದ್ದವರಿಗೆ ಬಾಳಿನಲ್ಲಿ ಯಾವ ಭಯವೂ ಇಲ್ಲ. - ಸುಡಿಮುತ್ತು xyxy=(102,570,465,596)
letters-header-b: ಪತ್ರಗಳು xyxy=(234,688,311,721)
letter-3-title: ಮಠ-ಮಾನ್ಯಗಳು ಸರ್ಕಾರದ ಅನುದಾನ ತಿರಸ್ಕರಿಸಲಿ xyxy=(134,1560,433,1622)
letter-3-body: ಮಾನ್ಯರೆ, ಕರ್ನಾಟಕದಲ್ಲಿ ಜೆಡಿಎಸ್ ಮತ್ತು ಸಂಘ ಪರಿವಾರ ಸರ್ಕಾರಗಳ ಮುಖ್ಯಮಂತ್ರಿಗಳು ಅವರವರಿಗೆ ಆಪ್ತವಾದ ಮಠ-ಮಾನ್ಯಗಳಿಗೆ ಕೋಟ್ಯಂತರ ಅನುದಾನ ನೀಡುತ್ತಿರುವುದು ಸರಿಯಲ್ಲ. ಸರ್ಕಾರದ ಹಣ ಜನರ ತೆರಿಗೆ ಹಣ. ಅದನ್ನು ಜನರ ಕಲ್ಯಾಣಕ್ಕೆ ಬಳಸಬೇಕು. ಶ್ರೀಮಂತ ಮಠಗಳು ಸರ್ಕಾರದ ಅನುದಾನ ತಿರಸ್ಕರಿಸಿ ಮಾದರಿಯಾಗಲಿ. ಬಡ ಮಕ್ಕಳ ಶಿಕ್ಷಣ, ಆರೋಗ್ಯಕ್ಕೆ ಆ ಹಣ ಬಳಕೆಯಾಗಲಿ. ಸರ್ಕಾರ ಎಲ್ಲ ಧರ್ಮಗಳನ್ನು ಸಮಾನವಾಗಿ ಕಾಣಬೇಕು. ಮಠಗಳು ಸ್ವಾವಲಂಬಿಗಳಾಗಿ ಸಮಾಜ ಸೇವೆ ಮಾಡಲಿ. ಮುಖ್ಯಮಂತ್ರಿಗಳು ಮತ ಬ್ಯಾಂಕ್ ರಾಜಕಾರಣ ಬಿಟ್ಟು ರಾಜ್ಯದ ಅಭಿವೃದ್ಧಿಗೆ ಗಮನ ಕೊಡಲಿ. ಜನರ ಹಣ ಜನರ ಹಿತಕ್ಕೆ ಬಳಕೆಯಾಗಲಿ ಎಂಬುದು ನಮ್ಮ ಒತ್ತಾಯ. xyxy=(92,1636,476,1740)
imprint-line-1: Printed by T.S. Gopinath, Published by M. Govinde Gowda on behalf of Academy Newspapers Private Limited, 15-C Industrial 'A' Layout, Bannimantap, Mysore-570 015 and Printed at Academy xyxy=(87,2188,1172,2201)
humor-line: ಗಂಡ “ಇಲ್ಲ ಚಿನ್ನ, ನೀನು ಅಡುಗೆ ಮಾಡಿ ಸುಸ್ತಾಗುತ್ತೀಯೋ ಇಲ್ಲವೋ ನನಗೆ ಗೊತ್ತಿಲ್ಲ. ಆದರೆ ನಾನು ಮಾತ್ರ ಪ್ರತಿದಿನ ಪಾತ್ರೆಗಳನ್ನು ತೊಳೆದು ತೊಳೆದು ಸುಸ್ತಾಗುತ್ತೀನಿ!” xyxy=(100,236,455,263)
humor-dialogue xyxy=(100,199,471,344)
right-h1: ರಾಸಲೀಲೆ ಸಿಡಿ ಪ್ರಕರಣ: ಡಿ.ಕೆ. ಶಿವಕುಮಾರ್ ರಾಜೀನಾಮೆಗೆ ಬಿಜೆಪಿ ಒತ್ತಾಯ xyxy=(1211,1048,1463,1102)
page-number-badge xyxy=(87,89,182,129)
right-b4: ಬೆಂಗಳೂರು, ಮಾ.26(ಕೆಎಂಶಿ)- ಮಾಜಿ ಸಚಿವ ರಮೇಶ್ ಜಾರಕಿಹೊಳಿ ರಾಸಲೀಲೆ ಸಿಡಿ ಪ್ರಕರಣದ ಸಂತ್ರಸ್ತೆ ಹಾಗೂ ಆಕೆ ಕುಟುಂಬಕ್ಕೆ ಅಗತ್ಯ ರಕ್ಷಣೆ ನೀಡುವಂತೆ ಗೃಹ ಸಚಿವ ಬಸವರಾಜ ಬೊಮ್ಮಾಯಿ ಪೊಲೀಸರಿಗೆ ಆದೇಶ ನೀಡಿದ್ದಾರೆ. ಯುವತಿಯ ಹೇಳಿಕೆ ದಾಖಲಿಸಲು ಎಲ್ಲ ಸಹಕಾರ ನೀಡಲಾಗುವುದು. ತನಿಖೆ ನಿಷ್ಪಕ್ಷಪಾತವಾಗಿ ನಡೆಯಲಿದೆ ಎಂದು ಅವರು ಹೇಳಿದರು. xyxy=(1286,2056,1481,2159)
humor-header xyxy=(91,145,476,191)
veda-box xyxy=(89,620,479,672)
paper-logo: ಮೈಸೂರು ಮಿತ್ರ xyxy=(785,87,931,121)
section-banner xyxy=(182,89,560,129)
lead-col-3: ಇಂದಿನ ಜನರು ಸುದೀರ್ಘವಾದ ನಾಟಕವನ್ನು ನೋಡಲು ತಯಾರಿಲ್ಲ ಎಂಬ ವಾದ ತಪ್ಪು ಎಂಬುದನ್ನು ಪರ್ವ ಸಾಬೀತುಪಡಿಸಿದೆ. ಮಹಾಭಾರತ, ರಾಮಾಯಣ ಕಥೆಗಳನ್ನು ಜನ ಎಷ್ಟು ಬಾರಿ ನೋಡಿದರೂ ಬೇಸರಗೊಳ್ಳುವುದಿಲ್ಲ. ಅದರಲ್ಲೂ ಭೈರಪ್ಪನವರ ದೃಷ್ಟಿಕೋನದಲ್ಲಿ ಮೂಡಿದ ಕಥೆ ಹೊಸ ಅನುಭವ ನೀಡುತ್ತದೆ. ನಾಟಕದಲ್ಲಿ ತೋರಿಸಿರುವ ಯುದ್ಧದ ಭೀಕರತೆ, ಮನುಷ್ಯ ಸಂಬಂಧಗಳ ಸಂಕೀರ್ಣತೆ ಎಲ್ಲವೂ ಮನ ಮುಟ್ಟುವಂತಿವೆ. ಪಾಶ್ಚಾತ್ಯ ರಂಗಭೂಮಿಯ ಪ್ರಭಾವದಿಂದ ಹೊರ ಬಂದು ನಮ್ಮದೇ ಆದ ರಂಗಭಾಷೆ ಕಟ್ಟುವ ಪ್ರಯತ್ನ ಇದು. ಕಾರಂತ ಅವರಂತಹ ಮಹನೀಯರು ಕಟ್ಟಿದ ರಂಗಾಯಣ ಇಂದು ಹೊಸ ಎತ್ತರಕ್ಕೆ ಏರಿದೆ. xyxy=(964,689,1191,837)
lead-headline: ಬುದ್ಧಿಜೀವಿಗಳೆಂಬವರಿಗೆ ಮದ್ದು ಅರೆದ ‘ಪರ್ವ’! xyxy=(521,258,1455,329)
lead-photo xyxy=(732,340,1191,682)
author-email: email : addandacariappa@gmail.com xyxy=(609,208,912,225)
mitra-logo: ಮೈಸೂರು ಮಿತ್ರ xyxy=(234,419,336,443)
stage-performance-photo xyxy=(732,340,1191,682)
left-col-divider xyxy=(483,143,484,2106)
letters-header-a: ನಿಮ್ಮ xyxy=(118,688,166,721)
story2-sidebox xyxy=(721,1140,1178,1737)
letter-1-body: ಮಾನ್ಯರೆ, ಮೈಸೂರು ವಿವಿ ವಿದ್ಯಾರ್ಥಿಗಳಿಗೆ ಸಮರ್ಪಕ ಮಾಹಿತಿ ಒದಗಿಸುವ ದೃಷ್ಟಿಯಿಂದ ಡಿಜಿಟಲ್ ಮಾಹಿತಿ ಪ್ರಸಾರಕ್ಕೆ ಮೈಸೂರು ವಿಶ್ವವಿದ್ಯಾನಿಲಯ ಒತ್ತು ನೀಡಬೇಕೆಂದು ಮೈಸೂರು ವಿವಿ ಕುಲಪತಿಗಳಾದ ಪ್ರೊ.ಜಿ.ಹೇಮಂತ್ ಕುಮಾರ್ ಅವರು ನೀಡಿರುವ ಹೇಳಿಕೆ ಸ್ವಾಗತಾರ್ಹ. ಈ ನಿಟ್ಟಿನಲ್ಲಿ 50 ಲಕ್ಷ ರೂ ವೆಚ್ಚದಲ್ಲಿ ಹೈಟೆಕ್ ಸ್ಟುಡಿಯೋ ನಿರ್ಮಿಸಲು ವಿವಿ ಮುಂದಾಗಿರುವುದು ಶ್ಲಾಘನೀಯ. ಆದರೆ ಇದು ಬರಿ ಘೋಷಣೆಗೆ ಸೀಮಿತವಾಗಬಾರದು. ಅದರ ಲಾಭ ಪ್ರತಿಯೊಬ್ಬ ವಿದ್ಯಾರ್ಥಿಗೂ ತಲುಪಬೇಕು. ಹಿಂದೆ ನಾವು ವಿದ್ಯಾರ್ಥಿಗಳಾಗಿದ್ದಾಗ ಮಾನಸ ಗಂಗೋತ್ರಿ ಕ್ಯಾಂಪಸ್ ಒಳಗೆ ಮುಕ್ತವಾಗಿ ಪ್ರವೇಶಿಸಲು ಎಲ್ಲರಿಗೂ ಅವಕಾಶವಿತ್ತು. ಈಗ ಆ ಅವಕಾಶ ಕಡಿಮೆಯಾಗುತ್ತಿದೆ. ಹೀಗಾಗಿ ಮಾನಸ ಗಂಗೋತ್ರಿ ಮುಕ್ತ ಗಂಗೋತ್ರಿ ಆಗಬೇಕು. ಸಾರ್ವಜನಿಕರು, ಸಂಶೋಧಕರು ಹಾಗೂ ಹಳೆಯ ವಿದ್ಯಾರ್ಥಿಗಳು ಕ್ಯಾಂಪಸ್‌ಗೆ ಬಂದು ಗ್ರಂಥಾಲಯ, ಅಧ್ಯಯನ ಕೇಂದ್ರಗಳನ್ನು ಬಳಸಿಕೊಳ್ಳಲು ಅವಕಾಶ ನೀಡಬೇಕು. ಇದರಿಂದ ವಿಶ್ವವಿದ್ಯಾನಿಲಯದ ಗೌರವ ಹೆಚ್ಚಾಗುತ್ತದೆ ಹಾಗೂ ಜ್ಞಾನದ ಪ್ರಸಾರ ಸಾಧ್ಯವಾಗುತ್ತದೆ. ಕುಲಪತಿಗಳು ಈ ಬಗ್ಗೆ ಗಮನಹರಿಸಿ ಕ್ಯಾಂಪಸ್ ಒಳಗೆ ಸಾರ್ವಜನಿಕರ ಪ್ರವೇಶಕ್ಕೆ ಇರುವ ಅಡೆತಡೆಗಳನ್ನು ನಿವಾರಿಸಬೇಕು. ಜೊತೆಗೆ ಭದ್ರತಾ ವ್ಯವಸ್ಥೆಯನ್ನು ಕಾಯ್ದುಕೊಂಡು ಎಲ್ಲರೂ ಮುಕ್ತವಾಗಿ ಓಡಾಡುವಂತೆ ವ್ಯವಸ್ಥೆ ಮಾಡಬೇಕು. ಕ್ಯಾಂಪಸ್‌ನ ಹಸಿರು ಪರಿಸರ, ಕುಕ್ಕರಹಳ್ಳಿ ಕೆರೆಯ ಸೌಂದರ್ಯ ಎಲ್ಲರಿಗೂ ದೊರಕುವಂತಾಗಲಿ. ವಿವಿಯ ಹೆಸರು ಮತ್ತಷ್ಟು ಪ್ರಕಾಶಿಸಲಿ ಎಂಬುದು ನಮ್ಮ ಆಶಯ. ವಿಶ್ವವಿದ್ಯಾನಿಲಯದ ಆಡಳಿತ ಮಂಡಳಿ ಈ ವಿಚಾರವನ್ನು ಗಂಭೀರವಾಗಿ ಪರಿಗಣಿಸಿ ಸೂಕ್ತ ಕ್ರಮ ಕೈಗೊಳ್ಳಲಿ. ಹಳೆಯ ವಿದ್ಯಾರ್ಥಿಗಳು ತಮ್ಮ ನೆನಪುಗಳನ್ನು ಮೆಲುಕು ಹಾಕಲು ಕ್ಯಾಂಪಸ್‌ಗೆ ಭೇಟಿ ನೀಡುವಂತಾಗಲಿ. ಸಂಶೋಧನಾ ವಿದ್ಯಾರ್ಥಿಗಳಿಗೆ ಹಗಲು ರಾತ್ರಿ ಗ್ರಂಥಾಲಯ ಬಳಕೆಗೆ ಅವಕಾಶ ದೊರೆಯಲಿ. ಡಿಜಿಟಲ್ ಗ್ರಂಥಾಲಯದ ಸೌಲಭ್ಯ ಎಲ್ಲರಿಗೂ ಲಭ್ಯವಾಗಲಿ. ಮಾನಸ ಗಂಗೋತ್ರಿ ಜ್ಞಾನದ ದೇಗುಲವಾಗಿ ಎಲ್ಲರನ್ನೂ ಸ್ವಾಗತಿಸಲಿ. ಕುಲಪತಿಗಳು ಶೀಘ್ರವಾಗಿ ಈ ಕುರಿತು ಆದೇಶ ಹೊರಡಿಸಲಿ ಎಂದು ಆಶಿಸುತ್ತೇವೆ. xyxy=(92,769,476,1038)
